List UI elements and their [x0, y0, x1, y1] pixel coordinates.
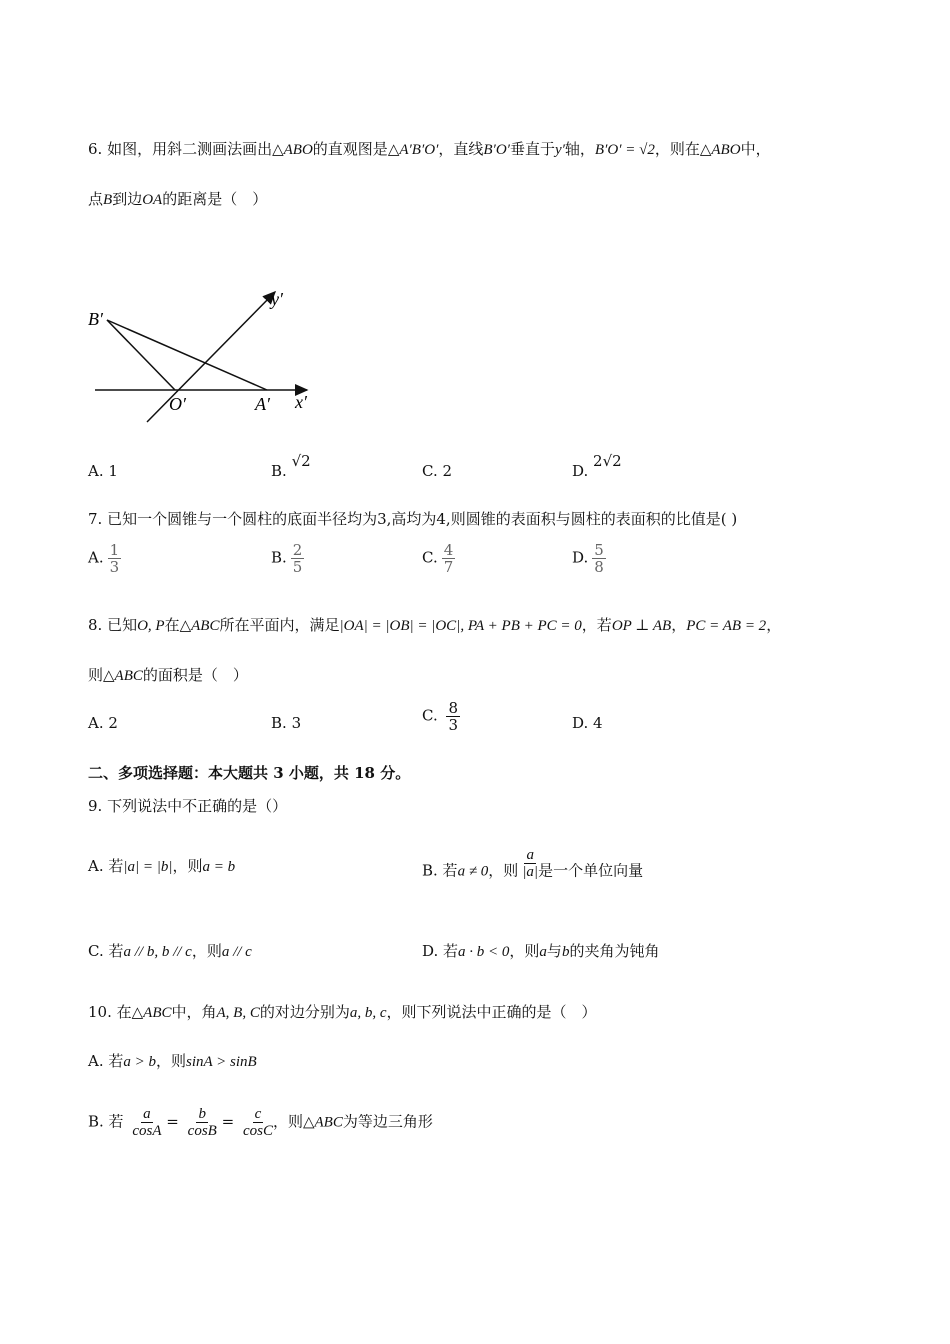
label-y: y′	[271, 289, 283, 309]
q6-option-d[interactable]: D. 2√2	[572, 452, 622, 480]
q6-stem-line1: 6. 如图，用斜二测画法画出△ABO的直观图是△A′B′O′，直线B′O′垂直于y′轴，B′O′ = √2，则在△ABO中，	[88, 140, 771, 158]
q9-option-d[interactable]: D. 若a · b < 0，则a与b的夹角为钝角	[422, 942, 660, 960]
segment-ba	[107, 320, 267, 390]
q7-option-b[interactable]: B. $\frac{2}{5}$	[271, 541, 303, 576]
q9-option-a[interactable]: A. 若|a| = |b|，则a = b	[88, 857, 236, 875]
q8-option-c[interactable]: C. $\frac{8}{3}$	[422, 699, 459, 734]
q7-stem: 7. 已知一个圆锥与一个圆柱的底面半径均为3,高均为4,则圆锥的表面积与圆柱的表面积的比值是( )	[88, 510, 738, 528]
q6-option-a[interactable]: A. 1	[88, 462, 118, 480]
q7-option-a[interactable]: A. $\frac{1}{3}$	[88, 541, 120, 576]
q9-stem: 9. 下列说法中不正确的是（）	[88, 797, 288, 815]
label-x: x′	[295, 392, 307, 412]
q8-option-d[interactable]: D. 4	[572, 714, 603, 732]
q6-option-b[interactable]: B. √2	[271, 452, 311, 480]
q10-stem: 10. 在△ABC中，角A, B, C的对边分别为a, b, c，则下列说法中正确的是（ ）	[88, 1003, 597, 1021]
label-o: O′	[169, 394, 186, 414]
length-equation: B′O′ = √2	[594, 142, 655, 158]
vector-condition: |OA| = |OB| = |OC|, PA + PB + PC = 0	[339, 618, 582, 634]
triangle-abo: △ABO	[272, 142, 313, 158]
q7-option-c[interactable]: C. $\frac{4}{7}$	[422, 541, 454, 576]
triangle-abo-2: △ABO	[699, 142, 741, 158]
q8-stem-line1: 8. 已知O, P在△ABC所在平面内，满足|OA| = |OB| = |OC|, PA + PB + PC = 0，若OP ⊥ AB，PC = AB = 2，	[88, 616, 782, 634]
q10-option-a[interactable]: A. 若a > b，则sinA > sinB	[88, 1052, 257, 1070]
q8-stem-line2: 则△ABC的面积是（ ）	[88, 666, 248, 684]
q9-option-b[interactable]: B. 若a ≠ 0，则 $\frac{a}{|a|}$ 是一个单位向量	[422, 847, 644, 880]
section-heading: 二、多项选择题：本大题共 3 小题，共 18 分。	[88, 764, 411, 782]
q8-option-a[interactable]: A. 2	[88, 714, 118, 732]
segment-bo	[107, 320, 175, 390]
q10-option-b[interactable]: B. 若 $\frac{a}{\cos A}$ = $\frac{b}{\cos B}$ = $\frac{c}{\cos C}$ ，则△ABC为等边三角形	[88, 1106, 433, 1139]
q9-option-c[interactable]: C. 若a // b, b // c，则a // c	[88, 942, 252, 960]
q7-option-d[interactable]: D. $\frac{5}{8}$	[572, 541, 604, 576]
q8-option-b[interactable]: B. 3	[271, 714, 302, 732]
label-a: A′	[255, 394, 270, 414]
triangle-aprime-bprime-oprime: △A′B′O′	[387, 142, 439, 158]
q6-stem-line2: 点B到边OA的距离是（ ）	[88, 190, 268, 208]
q6-option-c[interactable]: C. 2	[422, 462, 453, 480]
oblique-projection-figure	[85, 280, 325, 430]
line-bo: B′O′	[483, 142, 510, 158]
y-axis-symbol: y′	[554, 142, 565, 158]
label-b: B′	[88, 309, 103, 329]
